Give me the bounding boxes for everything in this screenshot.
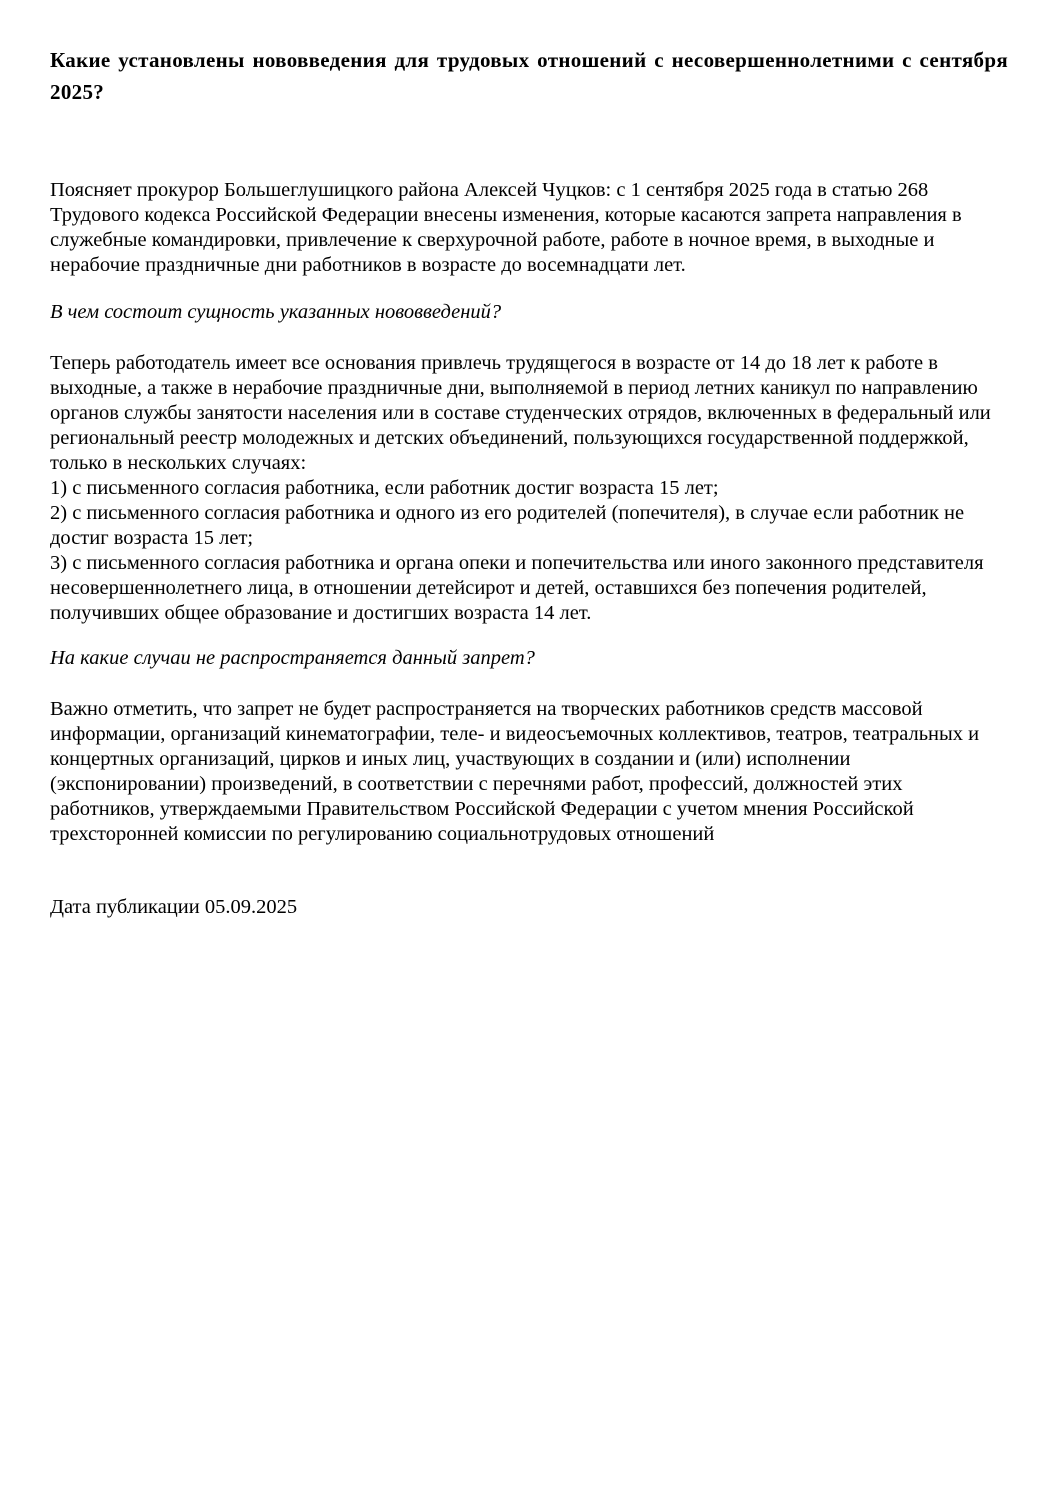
document-title: Какие установлены нововведения для трудовых отношений с несовершеннолетними с сентября 2025? xyxy=(50,48,1008,104)
section-1-body: Теперь работодатель имеет все основания привлечь трудящегося в возрасте от 14 до 18 лет к работе в выходные, а также в нерабочие праздничные дни, выполняемой в период летних каникул по направлению органов службы занятости населения или в составе студенческих отрядов, включенных в федеральный или региональный реестр молодежных и детских объединений, пользующихся государственной поддержкой, только в нескольких случаях: xyxy=(50,352,991,474)
section-2-body: Важно отметить, что запрет не будет распространяется на творческих работников средств массовой информации, организаций кинематографии, теле- и видеосъемочных коллективов, театров, театральных и концертных организаций, цирков и иных лиц, участвующих в создании и (или) исполнении (экспонировании) произведений, в соответствии с перечнями работ, профессий, должностей этих работников, утверждаемыми Правительством Российской Федерации с учетом мнения Российской трехсторонней комиссии по регулированию социальнотрудовых отношений xyxy=(50,698,980,845)
question-heading-1: В чем состоит сущность указанных нововведений? xyxy=(50,301,502,323)
publication-date: Дата публикации 05.09.2025 xyxy=(50,896,298,918)
conditions-list xyxy=(50,476,1008,626)
list-item-1: 1) с письменного согласия работника, если работник достиг возраста 15 лет; xyxy=(50,477,719,499)
section-1-body-block xyxy=(50,351,1008,626)
list-item-3: 3) с письменного согласия работника и органа опеки и попечительства или иного законного представителя несовершеннолетнего лица, в отношении детейсирот и детей, оставшихся без попечения родителей, получивших общее образование и достигших возраста 14 лет. xyxy=(50,552,984,624)
list-item-2: 2) с письменного согласия работника и одного из его родителей (попечителя), в случае если работник не достиг возраста 15 лет; xyxy=(50,502,965,549)
intro-paragraph: Поясняет прокурор Большеглушицкого района Алексей Чуцков: с 1 сентября 2025 года в статью 268 Трудового кодекса Российской Федерации внесены изменения, которые касаются запрета направления в служебные командировки, привлечение к сверхурочной работе, работе в ночное время, в выходные и нерабочие праздничные дни работников в возрасте до восемнадцати лет. xyxy=(50,179,962,276)
question-heading-2: На какие случаи не распространяется данный запрет? xyxy=(50,647,535,669)
